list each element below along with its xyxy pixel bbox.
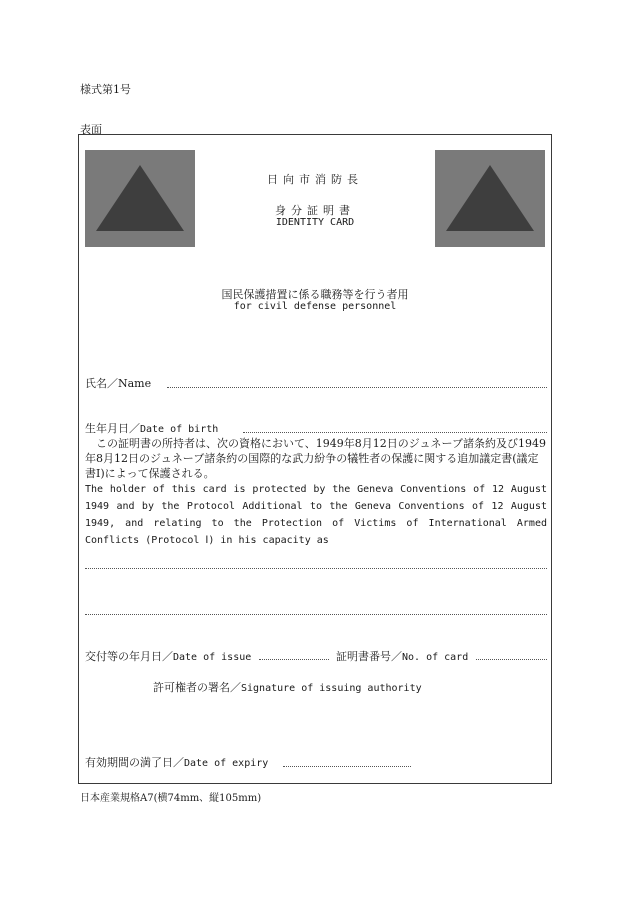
capacity-field-line-1[interactable] <box>85 568 547 569</box>
signature-label-en: Signature of issuing authority <box>241 683 422 694</box>
card-title-ja: 身分証明書 <box>275 204 355 217</box>
protection-statement <box>85 436 547 549</box>
dob-label-en: Date of birth <box>140 424 219 435</box>
card-title-en: IDENTITY CARD <box>275 217 355 228</box>
card-number-label-ja: 証明書番号／ <box>336 650 402 663</box>
civil-defense-triangle-icon <box>85 150 195 247</box>
card-number-label-en: No. of card <box>402 652 469 663</box>
name-field[interactable] <box>167 387 547 388</box>
expiry-label-ja: 有効期間の満了日／ <box>85 756 184 769</box>
paper-size-note: 日本産業規格A7(横74mm、縦105mm) <box>80 793 262 804</box>
issue-date-field[interactable] <box>259 659 329 660</box>
expiry-label <box>85 754 268 770</box>
statement-en: The holder of this card is protected by the Geneva Conventions of 12 August 1949 and by the Protocol Additional to the Geneva Conventions of 12 August 1949, and relating to the Protection of Victims of International Armed Conflicts (Protocol Ⅰ) in his capacity as <box>85 484 547 546</box>
issue-date-label <box>85 648 251 664</box>
name-label: 氏名／Name <box>85 377 152 390</box>
civil-defense-triangle-icon <box>435 150 545 247</box>
issue-date-label-ja: 交付等の年月日／ <box>85 650 173 663</box>
signature-label-ja: 許可権者の署名／ <box>153 681 241 694</box>
identity-card <box>78 134 552 784</box>
issue-date-label-en: Date of issue <box>173 652 252 663</box>
card-number-label <box>336 648 468 664</box>
capacity-field-line-2[interactable] <box>85 614 547 615</box>
expiry-field[interactable] <box>283 766 411 767</box>
purpose-ja: 国民保護措置に係る職務等を行う者用 <box>221 288 409 301</box>
purpose-en: for civil defense personnel <box>233 301 397 312</box>
dob-label <box>85 420 218 436</box>
dob-field[interactable] <box>243 432 547 433</box>
face-label: 表面 <box>80 123 102 136</box>
statement-ja: この証明書の所持者は、次の資格において、1949年8月12日のジュネーブ諸条約及び1949年8月12日のジュネーブ諸条約の国際的な武力紛争の犠牲者の保護に関する追加議定書(議定書Ⅰ)によって保護される。 <box>85 437 546 480</box>
card-number-field[interactable] <box>476 659 547 660</box>
issuer-title: 日向市消防長 <box>267 173 363 186</box>
dob-label-ja: 生年月日／ <box>85 422 140 435</box>
signature-label <box>153 679 422 695</box>
form-number: 様式第1号 <box>80 83 131 96</box>
expiry-label-en: Date of expiry <box>184 758 269 769</box>
